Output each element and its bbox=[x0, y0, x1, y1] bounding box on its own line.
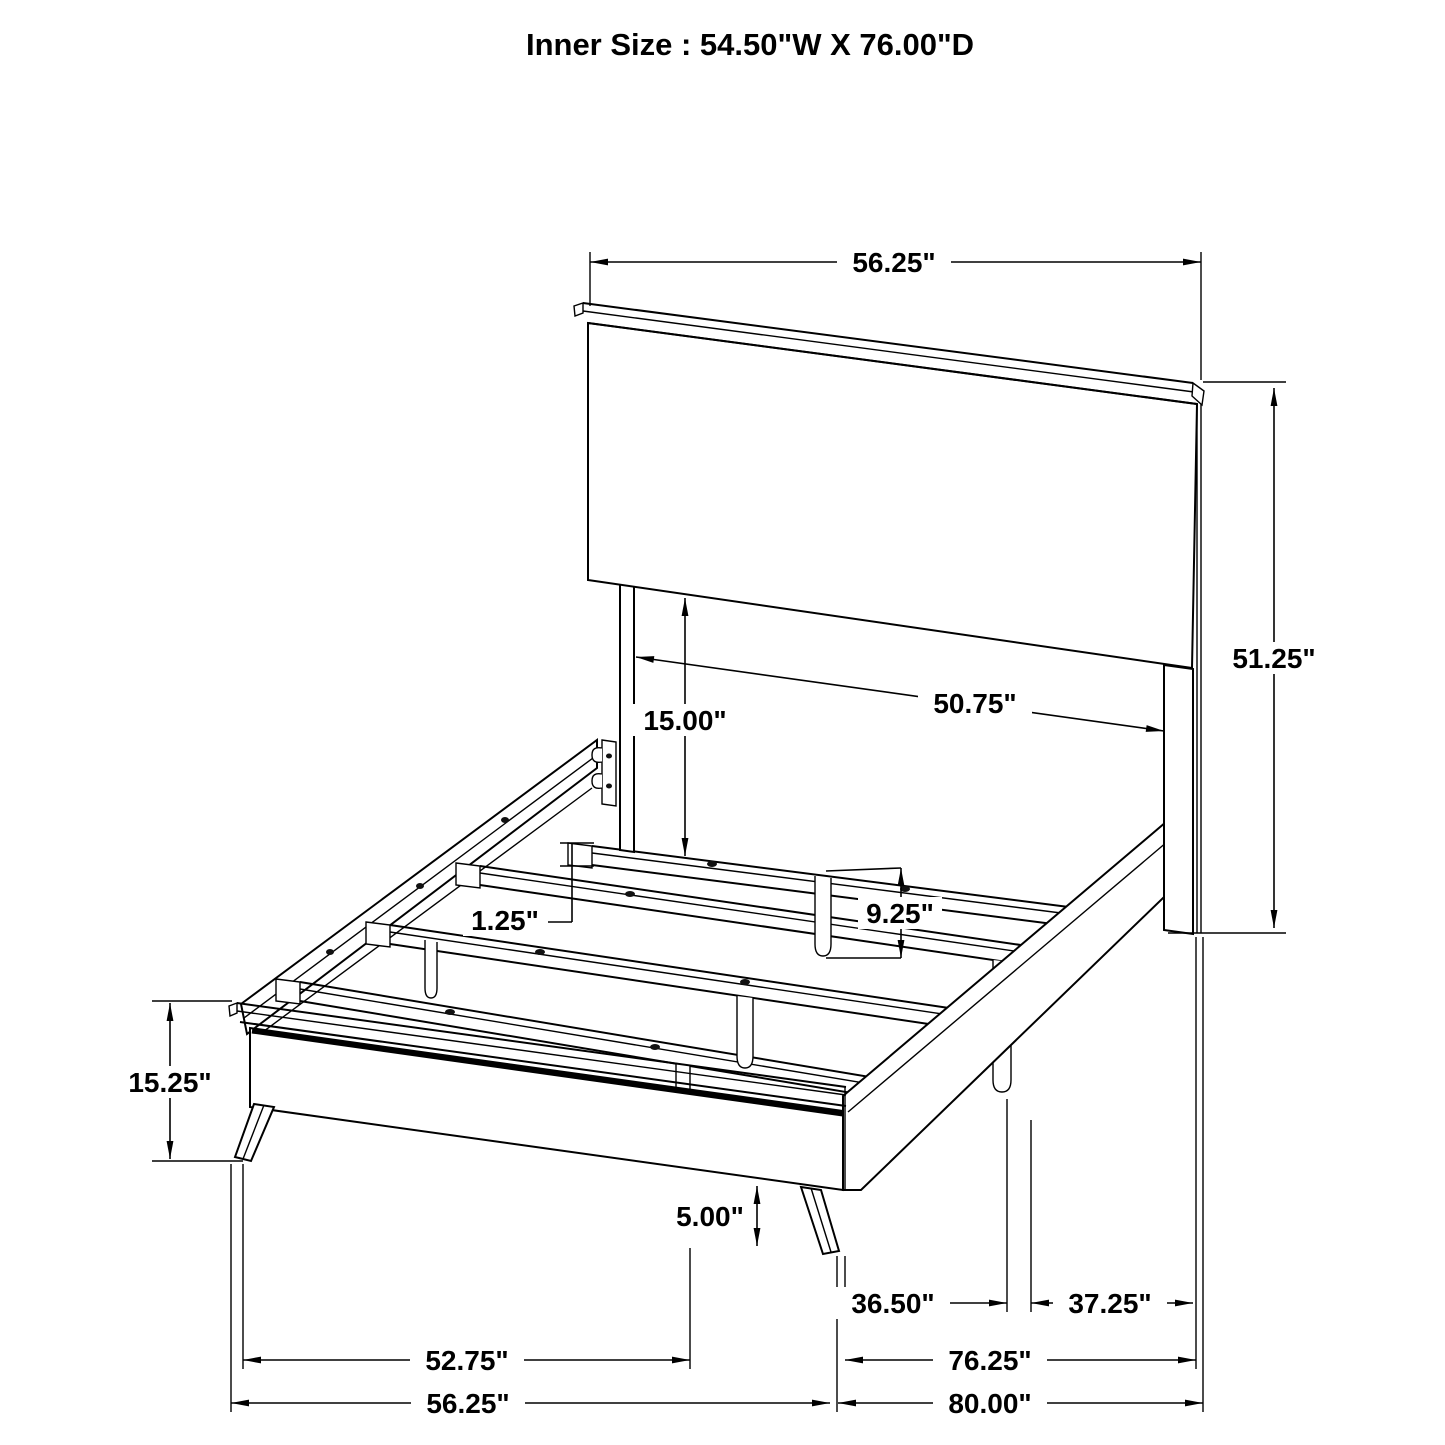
slat-3 bbox=[366, 922, 1003, 1035]
headboard bbox=[574, 303, 1204, 934]
label-headboard-width: 56.25" bbox=[852, 247, 936, 278]
footboard-left-leg bbox=[235, 1104, 274, 1161]
label-opening-width: 50.75" bbox=[933, 688, 1017, 719]
rail-screw bbox=[326, 949, 334, 955]
cap-left-tip bbox=[574, 303, 583, 316]
label-center-leg-height: 9.25" bbox=[866, 898, 934, 929]
label-footboard-width: 56.25" bbox=[426, 1388, 510, 1419]
footboard-right-leg bbox=[801, 1187, 839, 1254]
label-footboard-leg-span: 52.75" bbox=[425, 1345, 509, 1376]
label-slat-thickness: 1.25" bbox=[471, 905, 539, 936]
rail-screw bbox=[501, 817, 509, 823]
cap-left-tip bbox=[229, 1003, 237, 1016]
label-panel-to-slats: 15.00" bbox=[643, 705, 727, 736]
center-leg bbox=[737, 996, 753, 1068]
center-leg-measured bbox=[815, 876, 831, 956]
support-block bbox=[425, 940, 437, 998]
rail-hook-bracket bbox=[592, 740, 616, 806]
label-front-leg-to-center: 36.50" bbox=[851, 1288, 935, 1319]
footboard-panel bbox=[250, 1028, 843, 1190]
label-overall-depth: 80.00" bbox=[948, 1388, 1032, 1419]
label-ground-clearance: 5.00" bbox=[676, 1201, 744, 1232]
label-center-to-headboard: 37.25" bbox=[1068, 1288, 1152, 1319]
cap-right-end bbox=[1192, 383, 1204, 405]
label-rail-inner-depth: 76.25" bbox=[948, 1345, 1032, 1376]
headboard-right-leg bbox=[1164, 665, 1193, 934]
headboard-panel bbox=[588, 323, 1197, 668]
label-headboard-height: 51.25" bbox=[1232, 643, 1316, 674]
diagram-title: Inner Size : 54.50"W X 76.00"D bbox=[525, 27, 975, 62]
label-footboard-height: 15.25" bbox=[128, 1067, 212, 1098]
right-side-rail bbox=[843, 820, 1192, 1190]
rail-screw bbox=[416, 883, 424, 889]
